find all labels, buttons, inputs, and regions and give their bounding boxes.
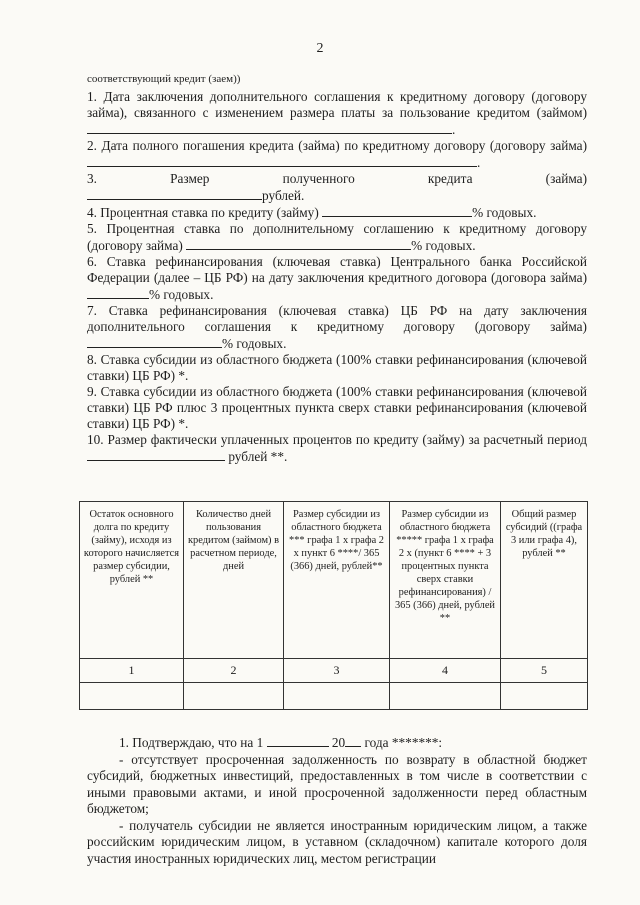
item-3-line2: рублей. bbox=[87, 187, 587, 204]
table-cell[interactable] bbox=[184, 683, 284, 710]
header-cell: Размер субсидии из областного бюджета *** графа 1 x графа 2 x пункт 6 ****/ 365 (366) дней, рублей** bbox=[284, 502, 390, 659]
header-cell: Размер субсидии из областного бюджета ***** графа 1 x графа 2 x (пункт 6 **** + 3 процентных пункта сверх ставки рефинансирования) / 365 (366) дней, рублей ** bbox=[390, 502, 501, 659]
item-7: 7. Ставка рефинансирования (ключевая ставка) ЦБ РФ на дату заключения дополнительного соглашения к кредитному договору (договору займа) % годовых. bbox=[87, 303, 587, 351]
intro-text: соответствующий кредит (заем)) bbox=[87, 73, 241, 85]
column-number: 2 bbox=[184, 659, 284, 683]
table-header-row bbox=[80, 502, 588, 659]
table-cell[interactable] bbox=[501, 683, 588, 710]
item-7-blank[interactable] bbox=[87, 335, 222, 348]
item-8: 8. Ставка субсидии из областного бюджета (100% ставки рефинансирования (ключевой ставки) ЦБ РФ) *. bbox=[87, 352, 587, 383]
header-cell: Количество дней пользования кредитом (займом) в расчетном периоде, дней bbox=[184, 502, 284, 659]
page-number: 2 bbox=[316, 41, 324, 56]
column-number: 3 bbox=[284, 659, 390, 683]
column-number: 1 bbox=[80, 659, 184, 683]
item-9: 9. Ставка субсидии из областного бюджета (100% ставки рефинансирования (ключевой ставки) ЦБ РФ плюс 3 процентных пункта сверх ставки рефинансирования (ключевой ставки) ЦБ РФ) *. bbox=[87, 384, 587, 431]
item-4: 4. Процентная ставка по кредиту (займу) % годовых. bbox=[87, 205, 537, 220]
confirm-item-debt: - отсутствует просроченная задолженность по возврату в областной бюджет субсидий, бюджетных инвестиций, предоставленных в том числе в соответствии с иными правовыми актами, и иной просроченной задолженности перед областным бюджетом; bbox=[87, 751, 587, 816]
item-2-blank[interactable] bbox=[87, 154, 477, 167]
confirmation-section bbox=[87, 734, 587, 867]
item-10-blank[interactable] bbox=[87, 448, 225, 461]
item-3: 3. Размер полученного кредита (займа) bbox=[87, 171, 587, 186]
item-4-blank[interactable] bbox=[322, 204, 472, 217]
confirm-date-blank[interactable] bbox=[267, 734, 329, 747]
form-body bbox=[87, 72, 587, 465]
subsidy-table bbox=[79, 501, 588, 710]
item-3-blank[interactable] bbox=[87, 187, 262, 200]
item-1: 1. Дата заключения дополнительного соглашения к кредитному договору (договору займа), связанного с изменением размера платы за пользование кредитом (займом) . bbox=[87, 89, 587, 137]
item-5: 5. Процентная ставка по дополнительному соглашению к кредитному договору (договору займа) % годовых. bbox=[87, 221, 587, 253]
table-cell[interactable] bbox=[80, 683, 184, 710]
item-6-blank[interactable] bbox=[87, 286, 149, 299]
header-cell: Остаток основного долга по кредиту (займу), исходя из которого начисляется размер субсидии, рублей ** bbox=[80, 502, 184, 659]
item-6: 6. Ставка рефинансирования (ключевая ставка) Центрального банка Российской Федерации (далее – ЦБ РФ) на дату заключения кредитного договора (договора займа) % годовых. bbox=[87, 254, 587, 302]
table-cell[interactable] bbox=[390, 683, 501, 710]
confirm-line-1: 1. Подтверждаю, что на 1 20 года *******: bbox=[119, 735, 443, 750]
header-cell: Общий размер субсидий ((графа 3 или графа 4), рублей ** bbox=[501, 502, 588, 659]
table-cell[interactable] bbox=[284, 683, 390, 710]
confirm-item-foreign: - получатель субсидии не является иностранным юридическим лицом, а также российским юридическим лицом, в уставном (складочном) капитале которого доля участия иностранных юридических лиц, местом регистрации bbox=[87, 817, 587, 866]
column-number-row bbox=[80, 659, 588, 683]
table-row bbox=[80, 683, 588, 710]
item-2: 2. Дата полного погашения кредита (займа) по кредитному договору (договору займа) . bbox=[87, 138, 587, 170]
item-1-blank[interactable] bbox=[87, 121, 452, 134]
column-number: 4 bbox=[390, 659, 501, 683]
column-number: 5 bbox=[501, 659, 588, 683]
item-5-blank[interactable] bbox=[186, 237, 411, 250]
item-10: 10. Размер фактически уплаченных процентов по кредиту (займу) за расчетный период рублей **. bbox=[87, 432, 587, 464]
confirm-year-blank[interactable] bbox=[345, 734, 361, 747]
